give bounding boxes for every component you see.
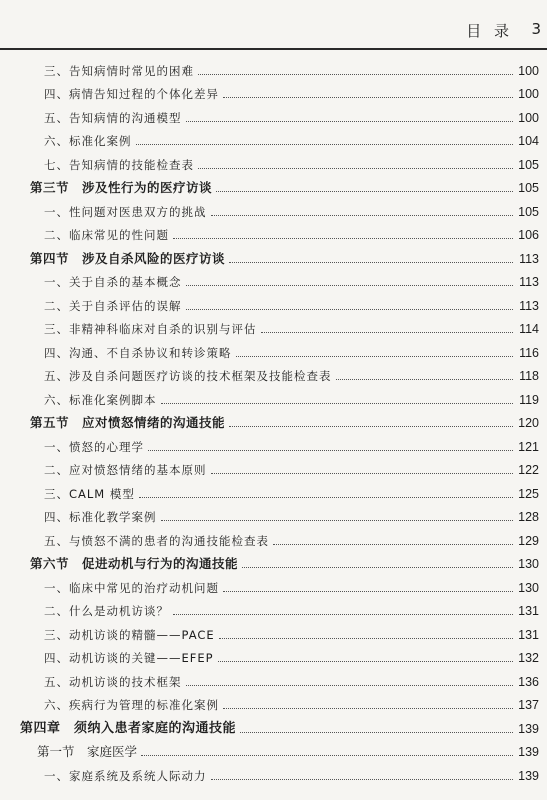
toc-entry-page: 139	[518, 745, 539, 759]
toc-entry-title: 三、动机访谈的精髓——PACE	[44, 627, 215, 642]
dot-leader	[219, 638, 513, 639]
toc-entry-page: 120	[518, 416, 539, 430]
dot-leader	[223, 591, 513, 592]
toc-entry-item	[0, 668, 547, 692]
dot-leader	[173, 614, 513, 615]
dot-leader	[236, 356, 514, 357]
dot-leader	[229, 262, 513, 263]
toc-entry-page: 114	[519, 322, 539, 336]
toc-entry-page: 139	[518, 721, 539, 736]
toc-entry-title: 第五节 应对愤怒情绪的沟通技能	[30, 415, 226, 430]
dot-leader	[141, 755, 513, 756]
dot-leader	[229, 426, 513, 427]
toc-entry-title: 三、非精神科临床对自杀的识别与评估	[44, 322, 257, 336]
toc-entry-title: 三、告知病情时常见的困难	[44, 63, 194, 78]
toc-entry-page: 130	[518, 580, 539, 595]
toc-entry-page: 106	[518, 228, 539, 242]
toc-entry-title: 四、标准化教学案例	[44, 510, 157, 524]
toc-entry-item	[0, 574, 547, 598]
toc-entry-page: 100	[518, 87, 539, 101]
toc-entry-item	[0, 762, 547, 786]
dot-leader	[336, 379, 514, 380]
toc-entry-item	[0, 457, 547, 481]
toc-entry-title: 五、动机访谈的技术框架	[44, 674, 182, 689]
toc-entry-page: 118	[519, 369, 539, 383]
toc-entry-title: 四、沟通、不自杀协议和转诊策略	[44, 345, 232, 360]
toc-entry-page: 113	[519, 298, 539, 313]
toc-entry-title: 七、告知病情的技能检查表	[44, 157, 194, 172]
dot-leader	[211, 473, 514, 474]
toc-entry-page: 105	[518, 181, 539, 195]
table-of-contents	[0, 57, 547, 786]
toc-entry-title: 第四章 须纳入患者家庭的沟通技能	[20, 720, 237, 736]
toc-entry-title: 六、标准化案例脚本	[44, 392, 157, 407]
toc-header-label: 目 录	[466, 22, 513, 40]
toc-entry-title: 一、家庭系统及系统人际动力	[44, 768, 207, 783]
toc-entry-title: 六、疾病行为管理的标准化案例	[44, 698, 219, 712]
toc-entry-page: 132	[518, 651, 539, 665]
dot-leader	[198, 74, 513, 75]
dot-leader	[240, 732, 513, 733]
dot-leader	[242, 567, 513, 568]
dot-leader	[148, 450, 513, 451]
toc-entry-page: 100	[518, 110, 539, 125]
toc-entry-item	[0, 598, 547, 622]
toc-entry-page: 131	[518, 627, 539, 642]
toc-entry-item	[0, 692, 547, 716]
toc-entry-title: 一、性问题对医患双方的挑战	[44, 204, 207, 219]
toc-entry-item	[0, 57, 547, 81]
dot-leader	[223, 97, 513, 98]
toc-entry-page: 139	[518, 768, 539, 783]
toc-entry-title: 第一节 家庭医学	[37, 744, 138, 759]
toc-entry-item	[0, 151, 547, 175]
toc-entry-title: 二、关于自杀评估的误解	[44, 298, 182, 313]
toc-entry-item	[0, 527, 547, 551]
toc-entry-title: 六、标准化案例	[44, 134, 132, 148]
toc-entry-page: 105	[518, 204, 539, 219]
dot-leader	[161, 520, 514, 521]
toc-entry-title: 一、临床中常见的治疗动机问题	[44, 580, 219, 595]
dot-leader	[273, 544, 513, 545]
toc-entry-section	[0, 175, 547, 199]
toc-entry-page: 104	[518, 134, 539, 148]
toc-entry-title: 二、临床常见的性问题	[44, 228, 169, 242]
toc-entry-item	[0, 128, 547, 152]
toc-entry-item	[0, 621, 547, 645]
toc-entry-page: 137	[518, 698, 539, 712]
toc-entry-item	[0, 316, 547, 340]
toc-entry-section	[0, 245, 547, 269]
toc-entry-title: 第六节 促进动机与行为的沟通技能	[30, 556, 239, 571]
toc-entry-item	[0, 198, 547, 222]
toc-entry-item	[0, 363, 547, 387]
toc-entry-item	[0, 504, 547, 528]
toc-entry-page: 130	[518, 557, 539, 571]
toc-entry-subsection	[0, 739, 547, 763]
dot-leader	[211, 779, 514, 780]
toc-entry-page: 136	[518, 674, 539, 689]
dot-leader	[211, 215, 514, 216]
toc-entry-title: 四、病情告知过程的个体化差异	[44, 87, 219, 101]
toc-entry-page: 100	[518, 63, 539, 78]
toc-entry-section	[0, 551, 547, 575]
toc-entry-title: 一、愤怒的心理学	[44, 439, 144, 454]
dot-leader	[216, 191, 513, 192]
toc-entry-title: 五、告知病情的沟通模型	[44, 110, 182, 125]
dot-leader	[186, 309, 514, 310]
toc-entry-title: 四、动机访谈的关键——EFEP	[44, 651, 214, 665]
dot-leader	[261, 332, 514, 333]
page-header	[0, 0, 547, 52]
toc-entry-page: 128	[518, 510, 539, 524]
toc-entry-title: 三、CALM 模型	[44, 486, 135, 501]
toc-entry-title: 二、应对愤怒情绪的基本原则	[44, 463, 207, 477]
toc-entry-page: 105	[518, 157, 539, 172]
toc-entry-title: 五、与愤怒不满的患者的沟通技能检查表	[44, 533, 269, 548]
toc-entry-page: 129	[518, 533, 539, 548]
toc-entry-item	[0, 222, 547, 246]
toc-entry-section	[0, 410, 547, 434]
toc-entry-page: 122	[518, 463, 539, 477]
toc-entry-title: 第三节 涉及性行为的医疗访谈	[30, 180, 213, 195]
toc-entry-item	[0, 81, 547, 105]
dot-leader	[139, 497, 513, 498]
toc-entry-title: 第四节 涉及自杀风险的医疗访谈	[30, 250, 226, 266]
toc-entry-item	[0, 104, 547, 128]
toc-entry-item	[0, 386, 547, 410]
toc-entry-item	[0, 480, 547, 504]
toc-entry-chapter	[0, 715, 547, 739]
toc-entry-page: 125	[518, 486, 539, 501]
toc-entry-title: 五、涉及自杀问题医疗访谈的技术框架及技能检查表	[44, 369, 332, 383]
toc-entry-page: 121	[518, 439, 539, 454]
dot-leader	[223, 708, 513, 709]
dot-leader	[186, 285, 514, 286]
dot-leader	[136, 144, 514, 145]
dot-leader	[218, 661, 513, 662]
toc-entry-title: 一、关于自杀的基本概念	[44, 275, 182, 289]
toc-entry-page: 113	[519, 275, 539, 289]
header-page-number: 3	[531, 20, 541, 38]
toc-entry-item	[0, 269, 547, 293]
toc-entry-page: 116	[519, 345, 539, 360]
toc-entry-item	[0, 292, 547, 316]
dot-leader	[198, 168, 513, 169]
toc-entry-item	[0, 339, 547, 363]
header-rule	[0, 48, 547, 50]
dot-leader	[173, 238, 513, 239]
toc-entry-item	[0, 645, 547, 669]
toc-entry-title: 二、什么是动机访谈？	[44, 604, 169, 618]
toc-entry-item	[0, 433, 547, 457]
dot-leader	[186, 685, 514, 686]
toc-entry-page: 113	[519, 251, 539, 266]
dot-leader	[186, 121, 514, 122]
toc-entry-page: 131	[518, 604, 539, 618]
dot-leader	[161, 403, 514, 404]
toc-entry-page: 119	[519, 392, 539, 407]
